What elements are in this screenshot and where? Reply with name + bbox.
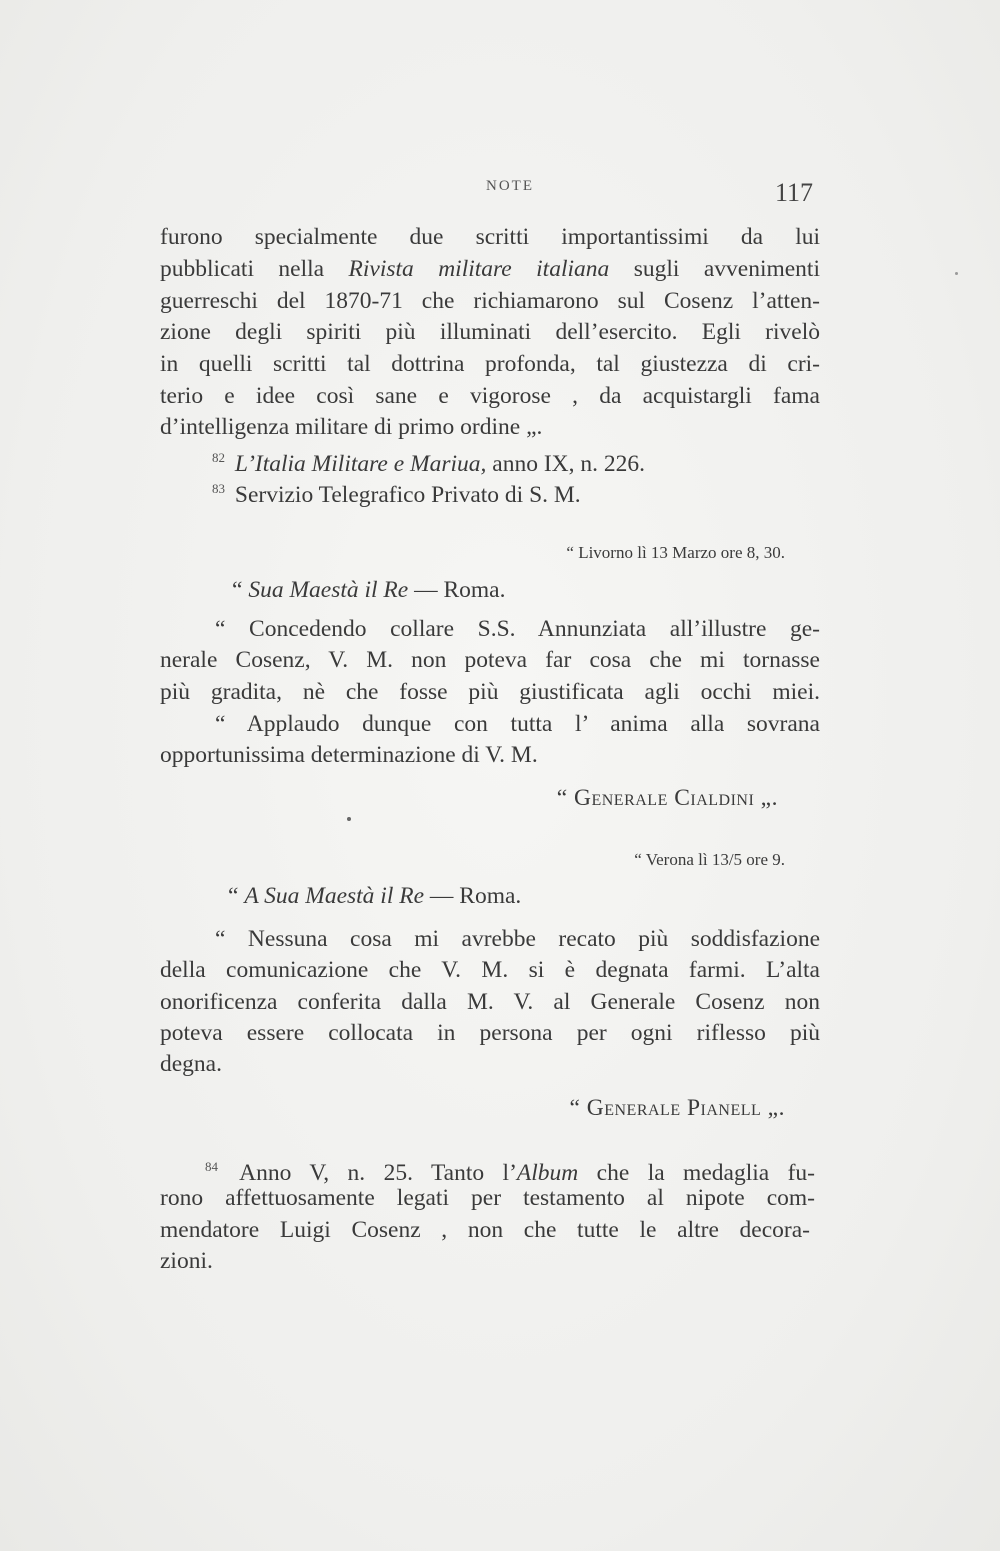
text-line: onorificenza conferita dalla M. V. al Generale Cosenz non bbox=[160, 989, 820, 1015]
text-line: zioni. bbox=[160, 1248, 213, 1274]
telegram-dateline: “ Livorno lì 13 Marzo ore 8, 30. bbox=[566, 543, 785, 562]
telegram-address: “ A Sua Maestà il Re — Roma. bbox=[228, 883, 522, 909]
ink-dot bbox=[955, 272, 958, 275]
footnote-number: 83 bbox=[212, 481, 225, 496]
text-line: rono affettuosamente legati per testamento al nipote com- bbox=[160, 1185, 815, 1211]
text-line: della comunicazione che V. M. si è degnata farmi. L’alta bbox=[160, 957, 820, 983]
telegram-dateline: “ Verona lì 13/5 ore 9. bbox=[634, 850, 785, 869]
text-line: opportunissima determinazione di V. M. bbox=[160, 742, 538, 768]
page-number: 117 bbox=[775, 178, 814, 207]
footnote-number: 84 bbox=[205, 1159, 218, 1174]
ink-dot bbox=[347, 817, 351, 821]
text-line: più gradita, nè che fosse più giustificata agli occhi miei. bbox=[160, 679, 820, 705]
signature-pianell: “ Generale Pianell „. bbox=[569, 1095, 785, 1121]
text-line: zione degli spiriti più illuminati dell’esercito. Egli rivelò bbox=[160, 319, 820, 345]
periodical-title: L’Italia Militare e Mariua, bbox=[234, 451, 487, 477]
journal-title: Rivista militare italiana bbox=[348, 256, 610, 282]
footnote-84: $^{84}$ Anno V, n. 25. Tanto l’Album che la medaglia fu- bbox=[205, 1159, 815, 1186]
text-line: in quelli scritti tal dottrina profonda, tal giustezza di cri- bbox=[160, 351, 820, 377]
text-line: poteva essere collocata in persona per ogni riflesso più bbox=[160, 1020, 820, 1046]
text-line: terio e idee così sane e vigorose , da acquistargli fama bbox=[160, 383, 820, 409]
text-line: furono specialmente due scritti importantissimi da lui bbox=[160, 224, 820, 250]
text-line: nerale Cosenz, V. M. non poteva far cosa che mi tornasse bbox=[160, 647, 820, 673]
text-line: “ Concedendo collare S.S. Annunziata all’illustre ge- bbox=[215, 616, 820, 642]
text-line: guerreschi del 1870-71 che richiamarono sul Cosenz l’atten- bbox=[160, 288, 820, 314]
text-line: “ Applaudo dunque con tutta l’ anima alla sovrana bbox=[215, 711, 820, 737]
text-line: pubblicati nella Rivista militare italiana sugli avvenimenti bbox=[160, 256, 820, 282]
text-line: “ Nessuna cosa mi avrebbe recato più soddisfazione bbox=[215, 926, 820, 952]
running-title: NOTE bbox=[486, 178, 534, 194]
footnote-number: 82 bbox=[212, 450, 225, 465]
text-line: degna. bbox=[160, 1051, 222, 1077]
text-line: d’intelligenza militare di primo ordine „. bbox=[160, 414, 543, 440]
text-line: mendatore Luigi Cosenz , non che tutte le altre decora- bbox=[160, 1217, 810, 1243]
footnote-83: $^{83}$ Servizio Telegrafico Privato di S. M. bbox=[212, 481, 581, 508]
footnote-82: $^{82}$ L’Italia Militare e Mariua, anno IX, n. 226. bbox=[212, 450, 645, 477]
signature-cialdini: “ Generale Cialdini „. bbox=[556, 785, 778, 811]
telegram-address: “ Sua Maestà il Re — Roma. bbox=[232, 577, 506, 603]
